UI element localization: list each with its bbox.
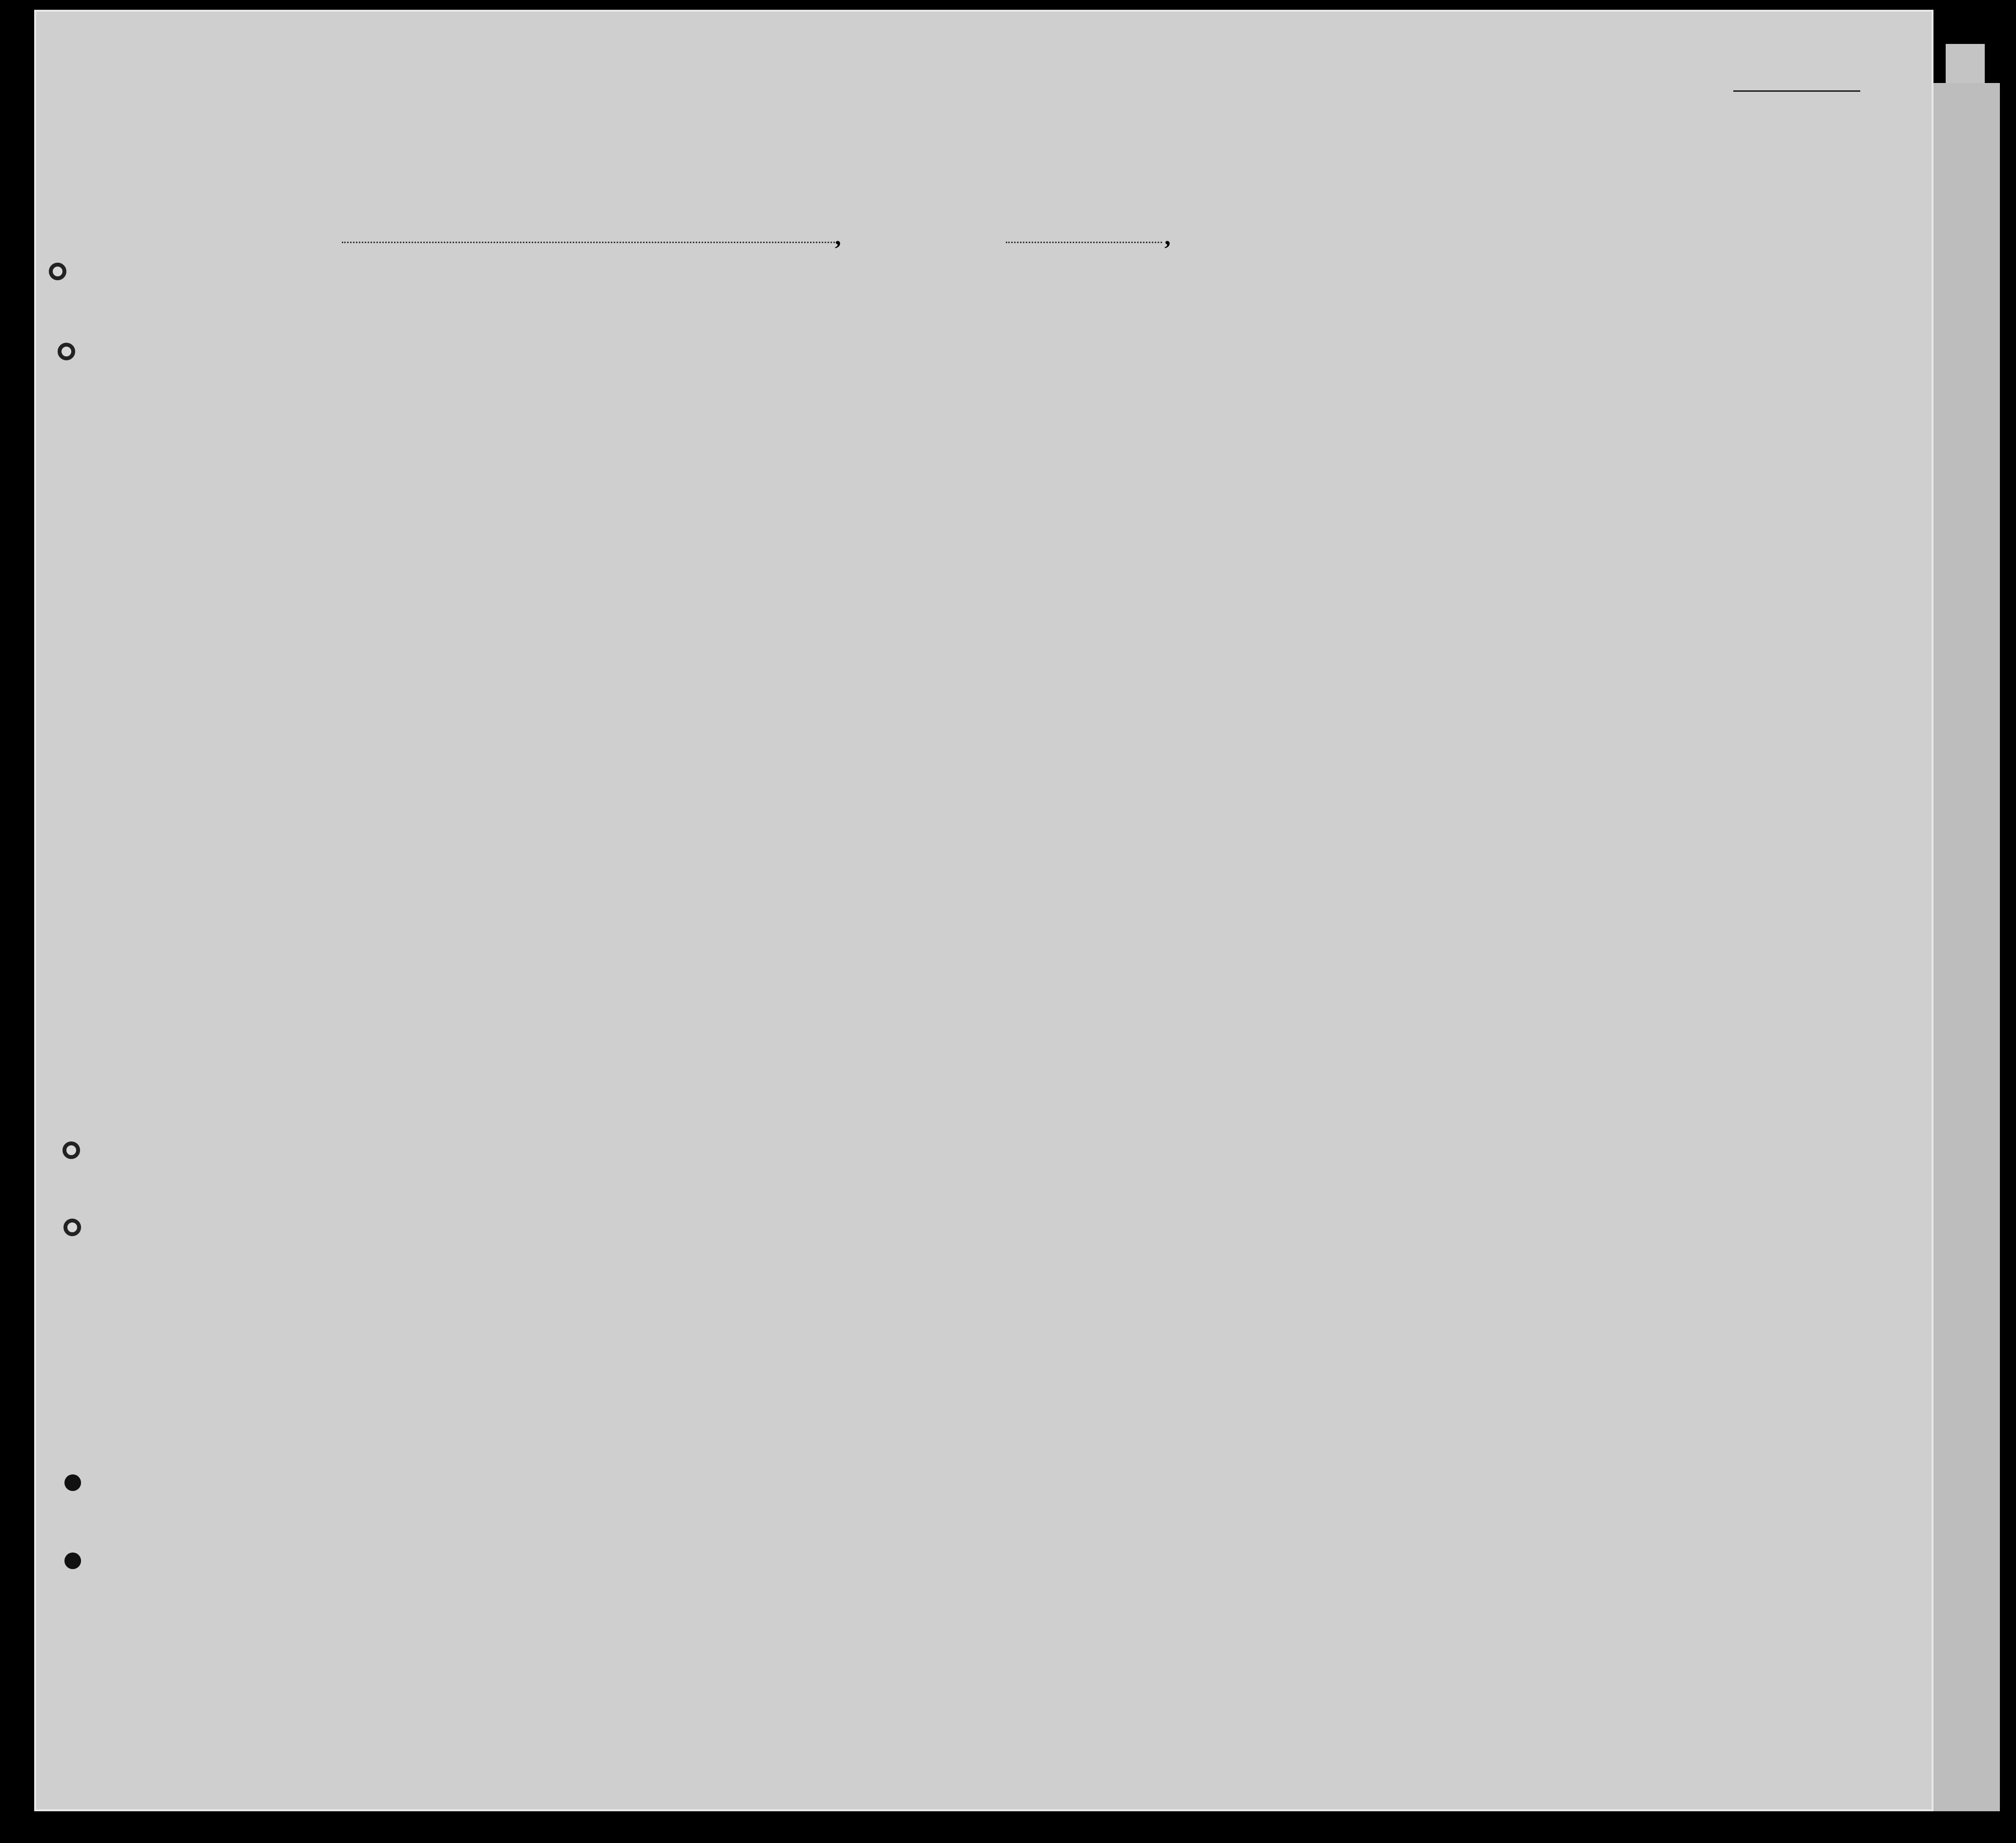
- header-ticket: [566, 310, 596, 432]
- header-purpose-length: [1152, 325, 1182, 435]
- header-possession: [688, 310, 715, 432]
- header-col25: [1261, 312, 1285, 435]
- header-purpose-citizen: [1218, 325, 1245, 435]
- header-col28: [1340, 312, 1389, 435]
- header-col30: [1438, 312, 1462, 435]
- header-polygamist: [1299, 312, 1313, 435]
- separator: ,: [835, 223, 841, 250]
- header-feet: [1602, 391, 1615, 430]
- header-anarchist: [1321, 312, 1335, 435]
- header-inches: [1623, 391, 1636, 430]
- header-col29: [1387, 312, 1421, 435]
- header-purpose-return: [1111, 325, 1140, 435]
- separator: ,: [1164, 223, 1171, 250]
